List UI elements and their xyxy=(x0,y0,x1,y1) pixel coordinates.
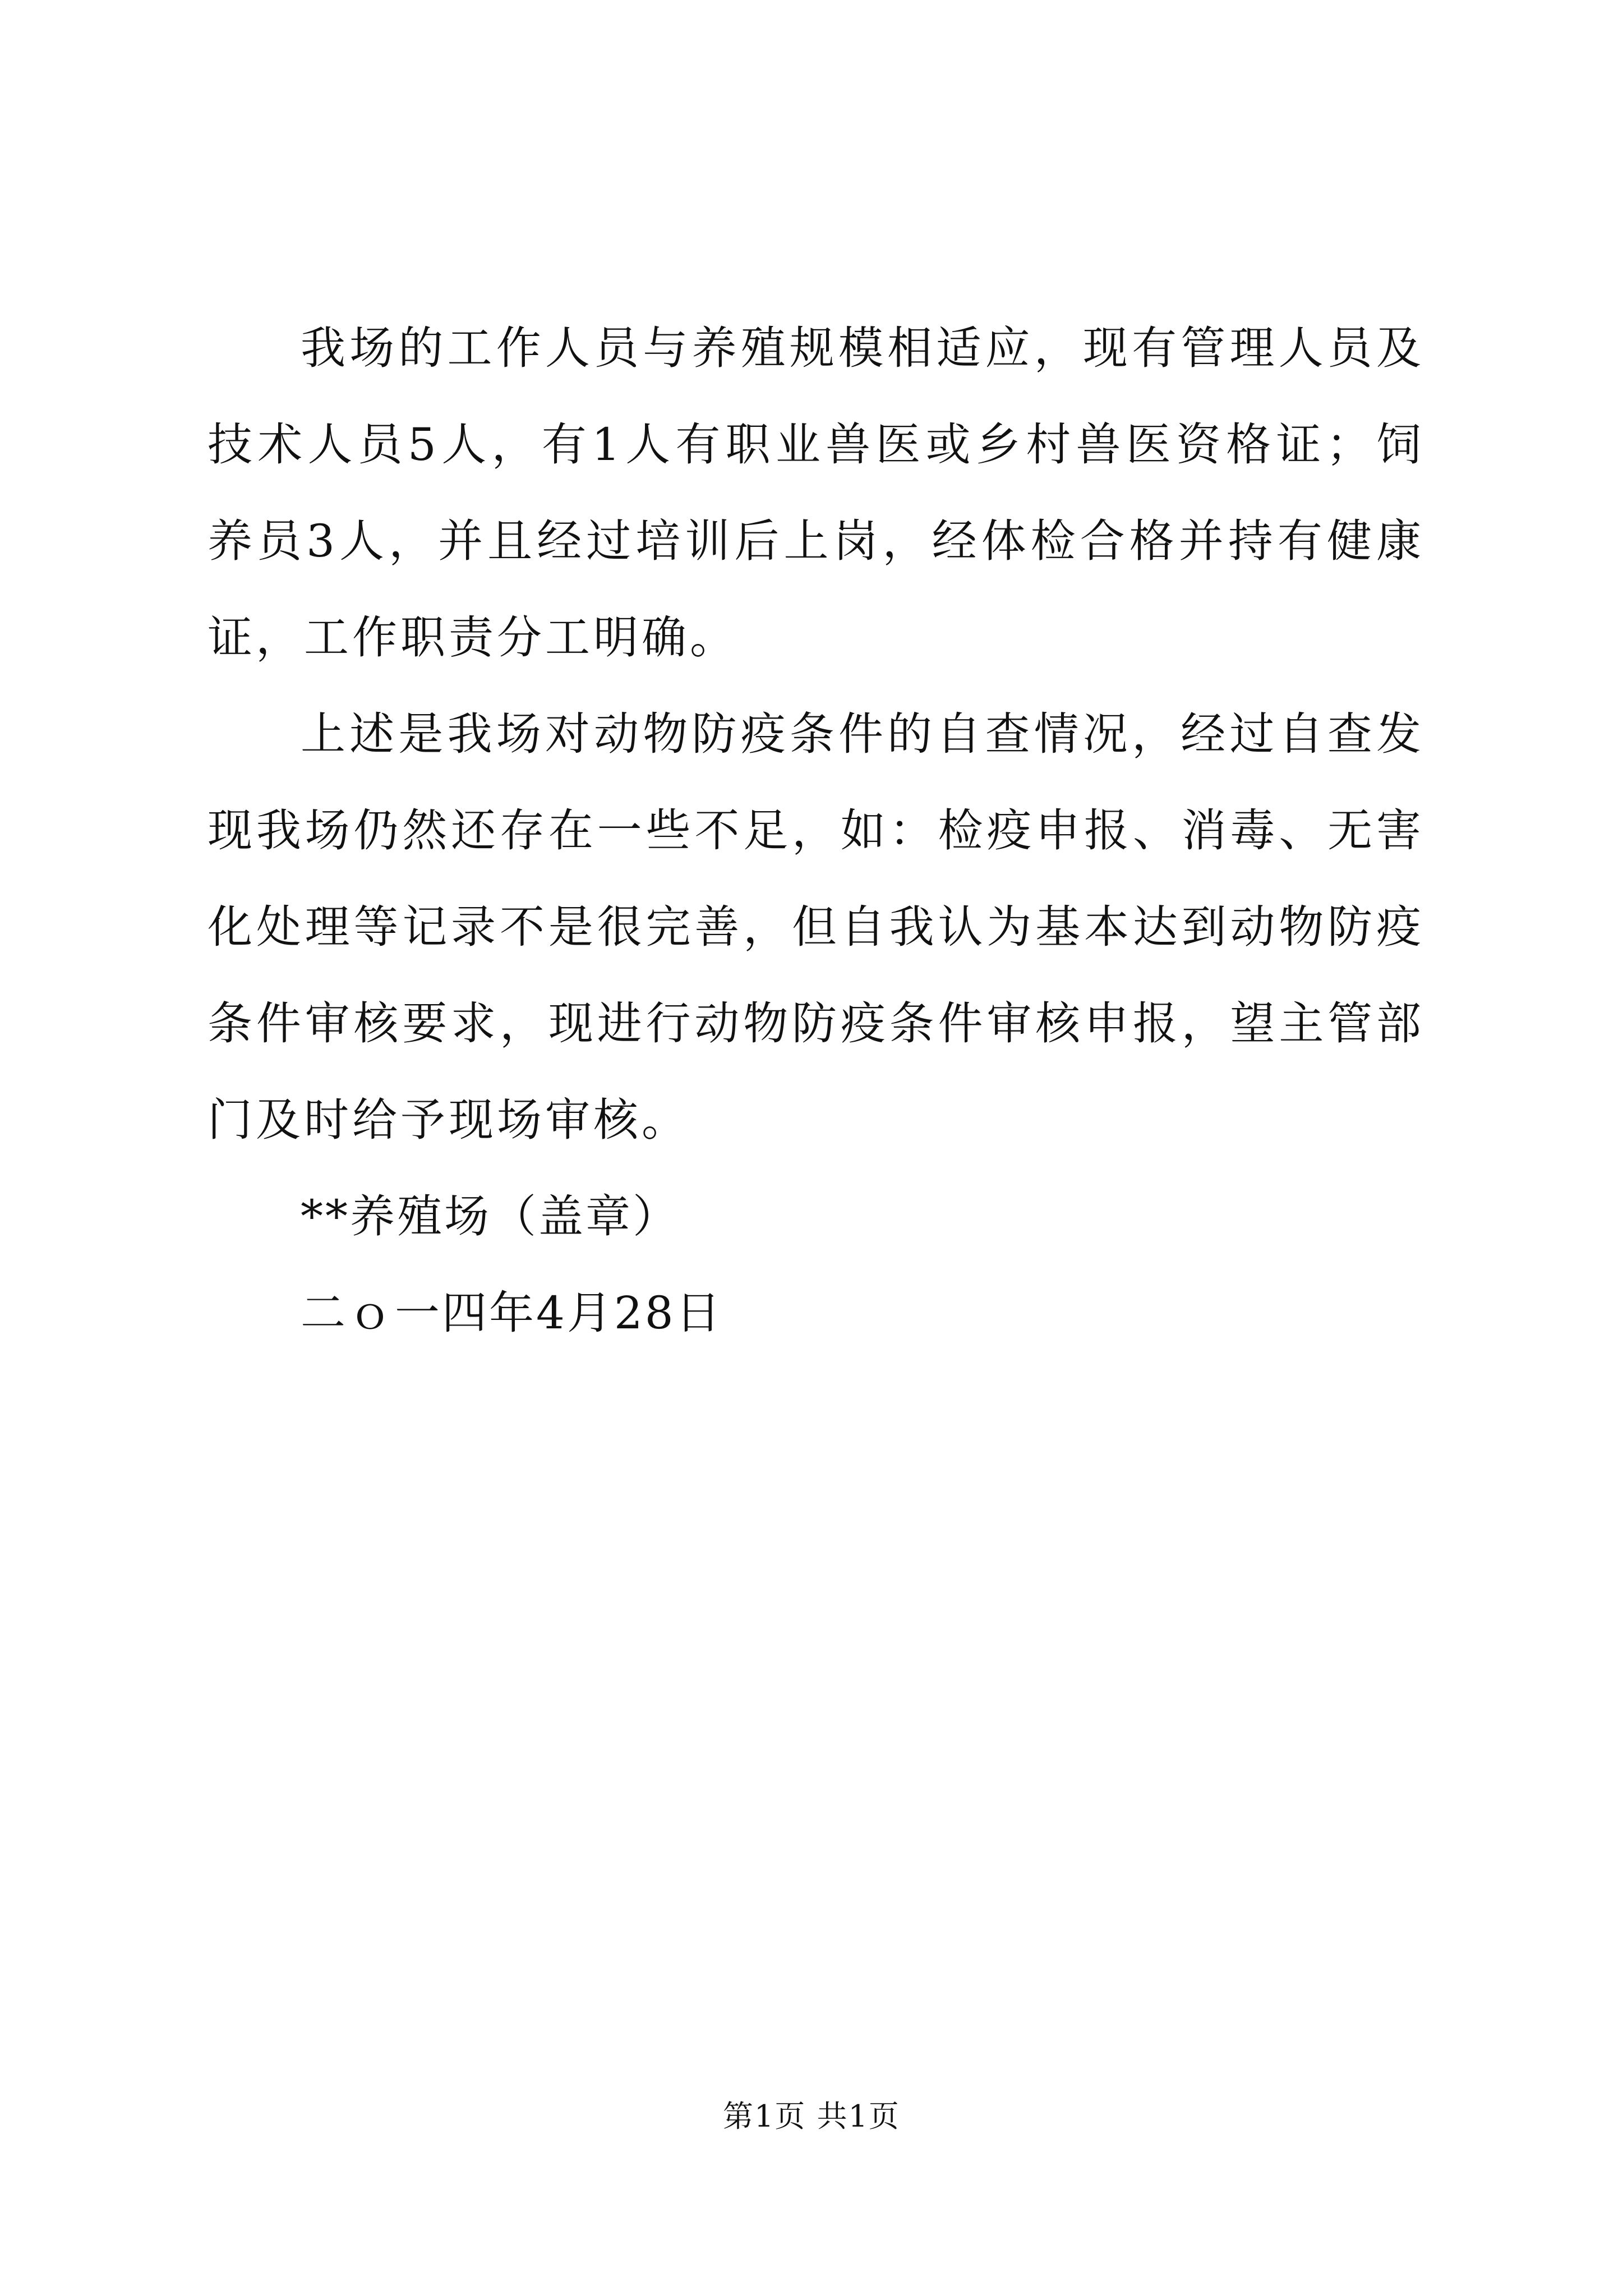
date-line: 二ｏ一四年4月28日 xyxy=(301,1287,723,1339)
signature-line: **养殖场（盖章） xyxy=(301,1190,680,1243)
page-footer: 第1页 共1页 xyxy=(723,2099,900,2134)
paragraph-staffing: 我场的工作人员与养殖规模相适应，现有管理人员及技术人员5人，有1人有职业兽医或乡村兽医资格证；饲养员3人，并且经过培训后上岗，经体检合格并持有健康证，工作职责分工明确。 xyxy=(208,322,1424,664)
document-body xyxy=(208,300,1424,1361)
paragraph-self-inspection: 上述是我场对动物防疫条件的自查情况，经过自查发现我场仍然还存在一些不足，如：检疫申报、消毒、无害化处理等记录不是很完善，但自我认为基本达到动物防疫条件审核要求，现进行动物防疫条件审核申报，望主管部门及时给予现场审核。 xyxy=(208,708,1424,1146)
